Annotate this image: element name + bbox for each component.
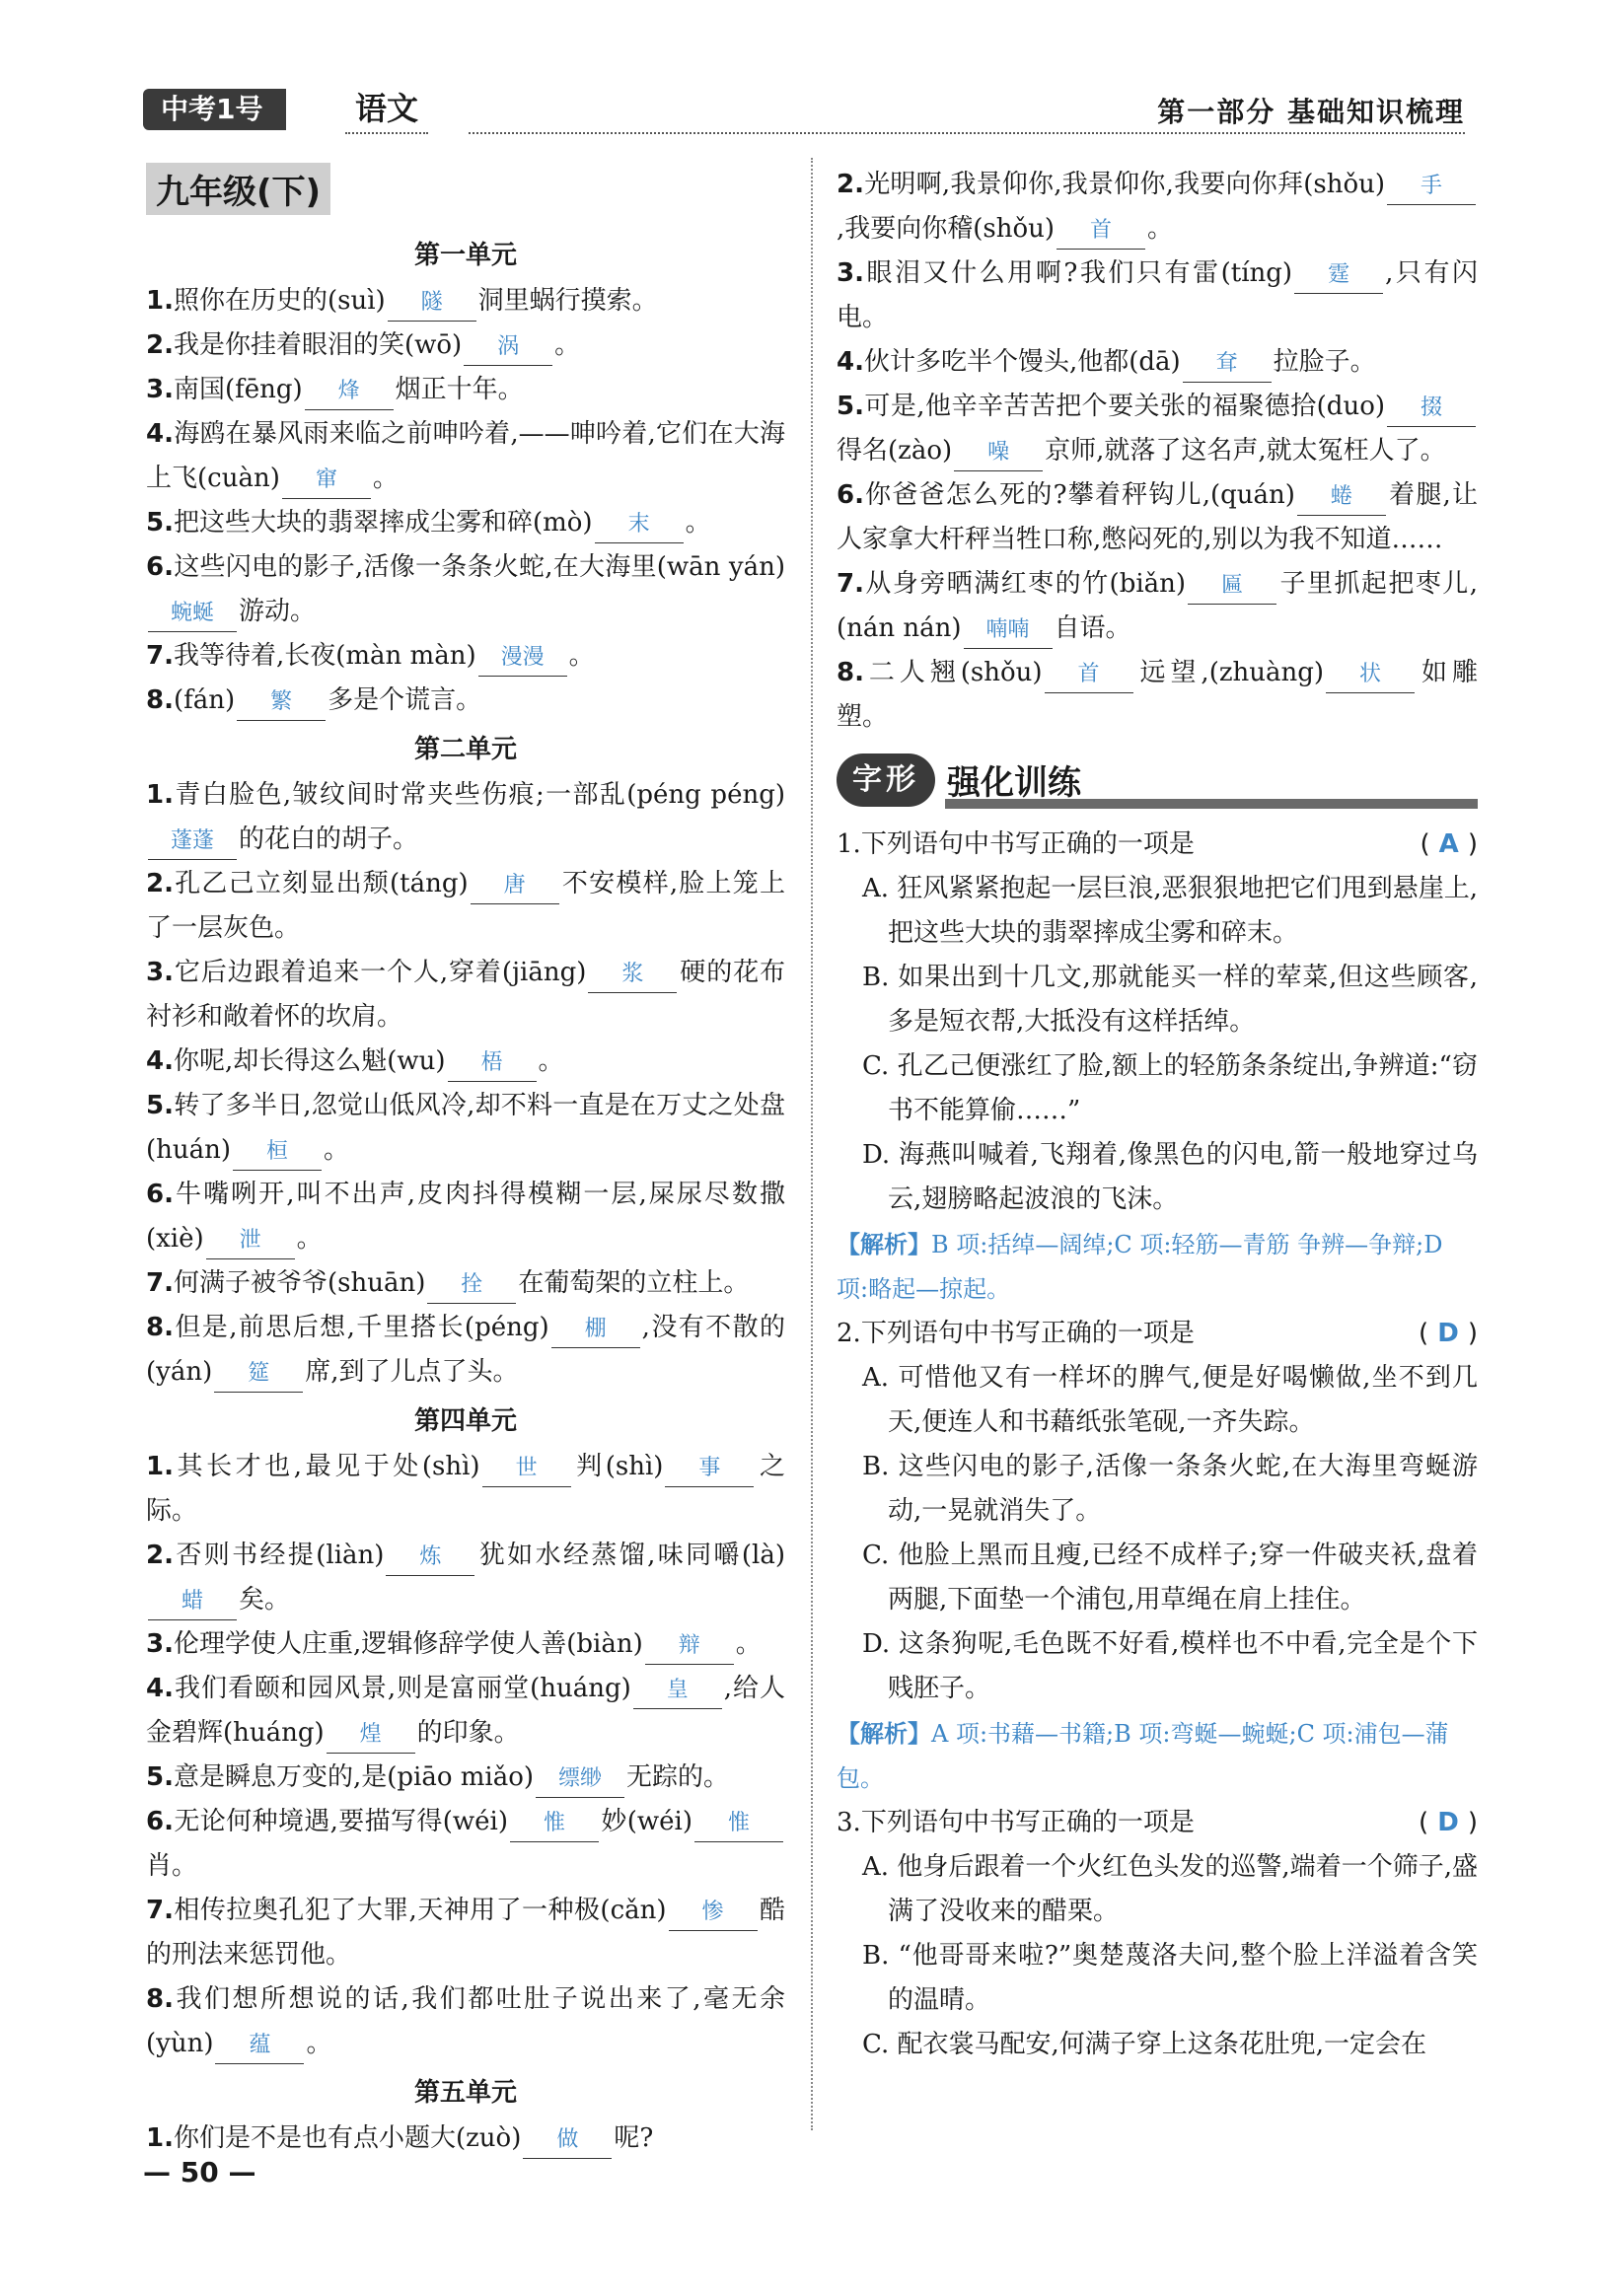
item-text: 何满子被爷爷(shuān) [173, 1268, 426, 1298]
item-text: 把这些大块的翡翠摔成尘雾和碎(mò) [173, 508, 593, 538]
question-stem [837, 823, 1478, 867]
unit-title: 第一单元 [413, 241, 517, 270]
item-text: 你呢,却长得这么魁(wu) [173, 1046, 446, 1076]
answer-blank: 辩 [645, 1628, 734, 1665]
answer-blank: 掇 [1387, 391, 1476, 427]
answer-blank: 煌 [327, 1717, 415, 1754]
answer-bracket-open: ( [1419, 1319, 1429, 1348]
item-text: 从身旁晒满红枣的竹(biǎn) [863, 569, 1187, 599]
item-text: 。 [685, 508, 711, 538]
answer-blank: 炼 [386, 1540, 474, 1576]
question-text: 下列语句中书写正确的一项是 [860, 1808, 1195, 1837]
answer-blank: 梧 [448, 1045, 537, 1082]
answer-blank: 噪 [954, 435, 1043, 471]
fill-in-item [146, 1040, 785, 1084]
fill-in-item [146, 1445, 785, 1534]
answer-blank: 首 [1057, 213, 1145, 250]
item-number: 5. [146, 1762, 174, 1792]
choice-option: B. 这些闪电的影子,活像一条条火蛇,在大海里弯蜒游动,一晃就消失了。 [862, 1452, 1478, 1526]
item-text: 多是个谎言。 [328, 685, 482, 715]
answer-blank: 蜿蜒 [148, 596, 237, 632]
item-number: 2. [146, 1541, 174, 1570]
item-text: 。 [735, 1629, 762, 1659]
fill-in-item [837, 163, 1478, 251]
item-text: 不安模样,脸上笼上了一层灰色。 [146, 869, 785, 943]
answer-blank: 棚 [551, 1312, 640, 1348]
fill-in-item [146, 1889, 785, 1977]
item-number: 8. [837, 658, 864, 687]
item-number: 6. [837, 480, 864, 510]
item-text: 。 [324, 1135, 350, 1165]
item-text: 之际。 [146, 1452, 785, 1526]
item-number: 2. [146, 330, 174, 360]
analysis-text: B 项:括绰—阔绰;C 项:轻筋—青筋 争辨—争辩;D 项:略起—掠起。 [837, 1231, 1443, 1303]
item-text: 南国(fēng) [173, 375, 303, 404]
units-container [146, 235, 785, 2161]
answer-bracket-close: ) [1467, 1808, 1478, 1837]
answer-bracket-open: ( [1420, 829, 1430, 859]
item-text: ,没有不散的(yán) [146, 1313, 785, 1387]
item-text: 硬的花布衬衫和敞着怀的坎肩。 [146, 958, 785, 1032]
answer-blank: 蕴 [215, 2028, 304, 2064]
fill-in-item [146, 501, 785, 545]
item-text: 得名(zào) [837, 436, 953, 466]
item-text: 二人翘(shǒu) [863, 658, 1043, 687]
item-text: 子里抓起把枣儿,(nán nán) [837, 569, 1479, 643]
item-number: 7. [146, 1896, 174, 1925]
item-text: 眼泪又什么用啊?我们只有雷(tíng) [863, 258, 1293, 288]
item-text: 伙计多吃半个馒头,他都(dā) [863, 347, 1181, 377]
item-number: 8. [146, 1984, 174, 2014]
fill-in-item [146, 412, 785, 501]
answer-blank: 手 [1387, 169, 1476, 205]
fill-in-item [146, 1173, 785, 1261]
answer-key [1420, 823, 1478, 867]
item-text: 否则书经提(liàn) [173, 1541, 385, 1570]
questions-container [837, 823, 1478, 2067]
item-number: 8. [146, 1313, 174, 1342]
item-text: 可是,他辛辛苦苦把个要关张的福聚德拾(duo) [863, 392, 1385, 421]
item-text: 判(shì) [572, 1452, 664, 1481]
answer-blank: 喃喃 [964, 612, 1053, 649]
answer-blank: 漫漫 [478, 640, 567, 677]
answer-blank: 事 [665, 1451, 754, 1487]
item-number: 8. [146, 685, 174, 715]
item-text: 远望,(zhuàng) [1134, 658, 1325, 687]
answer-letter: D [1428, 1319, 1468, 1348]
fill-in-item [146, 2117, 785, 2161]
analysis-note [837, 1222, 1478, 1312]
item-text: 自语。 [1054, 613, 1131, 643]
choice-option: B. “他哥哥来啦?”奥楚蔑洛夫问,整个脸上洋溢着含笑的温晴。 [862, 1941, 1478, 2015]
answer-bracket-close: ) [1467, 829, 1478, 859]
answer-blank: 蓬蓬 [148, 824, 237, 860]
fill-in-item [146, 634, 785, 679]
answer-blank: 惟 [510, 1806, 599, 1842]
item-number: 3. [146, 958, 174, 987]
answer-blank: 唐 [471, 868, 559, 904]
fill-in-item [146, 1800, 785, 1889]
item-text: 。 [554, 330, 581, 360]
fill-in-item [837, 251, 1478, 340]
item-number: 4. [146, 419, 174, 449]
answer-blank: 匾 [1188, 568, 1276, 605]
answer-blank: 状 [1326, 657, 1415, 693]
item-text: 我是你挂着眼泪的笑(wō) [173, 330, 463, 360]
item-text: 它后边跟着追来一个人,穿着(jiāng) [173, 958, 587, 987]
item-text: 的花白的胡子。 [239, 825, 419, 854]
question-number: 1. [837, 829, 861, 859]
answer-blank: 末 [595, 507, 684, 543]
item-number: 1. [146, 2123, 174, 2153]
fill-in-item [837, 562, 1478, 651]
answer-bracket-close: ) [1467, 1319, 1478, 1348]
item-text: 海鸥在暴风雨来临之前呻吟着,——呻吟着,它们在大海上飞(cuàn) [146, 419, 785, 493]
item-text: 。 [538, 1046, 564, 1076]
training-badge: 字形 [837, 753, 935, 807]
unit-title: 第二单元 [413, 735, 517, 764]
item-number: 1. [146, 780, 174, 810]
item-number: 3. [837, 258, 864, 288]
item-text: 拉脸子。 [1273, 347, 1376, 377]
item-number: 4. [146, 1674, 174, 1703]
fill-in-item [837, 385, 1478, 473]
answer-blank: 蜡 [148, 1584, 237, 1620]
item-text: 但是,前思后想,千里搭长(péng) [173, 1313, 549, 1342]
item-text: 你爸爸怎么死的?攀着秤钩儿,(quán) [863, 480, 1295, 510]
choice-option: D. 海燕叫喊着,飞翔着,像黑色的闪电,箭一般地穿过乌云,翅膀略起波浪的飞沫。 [862, 1140, 1478, 1214]
fill-in-item [146, 1306, 785, 1395]
question-stem [837, 1801, 1478, 1845]
fill-in-item [146, 1667, 785, 1756]
fill-in-item [837, 340, 1478, 385]
item-number: 2. [146, 869, 174, 898]
item-text: 矣。 [239, 1585, 291, 1614]
answer-blank: 霆 [1294, 257, 1383, 294]
fill-in-item [146, 1977, 785, 2066]
item-number: 5. [146, 1091, 174, 1120]
section-title: 第一部分 基础知识梳理 [1157, 96, 1465, 128]
item-text: 。 [568, 641, 595, 671]
column-divider [811, 158, 813, 2130]
item-text: 。 [306, 2029, 332, 2058]
item-text: ,我要向你稽(shǒu) [837, 214, 1056, 244]
item-text: 洞里蜗行摸索。 [477, 286, 658, 316]
item-number: 1. [146, 1452, 174, 1481]
training-title: 强化训练 [947, 763, 1081, 803]
item-text: 肖。 [146, 1851, 198, 1881]
choice-option: D. 这条狗呢,毛色既不好看,模样也不中看,完全是个下贱胚子。 [862, 1629, 1478, 1703]
item-text: 其长才也,最见于处(shì) [173, 1452, 480, 1481]
answer-blank: 惨 [669, 1895, 758, 1931]
answer-blank: 世 [482, 1451, 571, 1487]
item-text: 青白脸色,皱纹间时常夹些伤痕;一部乱(péng péng) [173, 780, 785, 810]
item-number: 3. [146, 375, 174, 404]
item-text: 烟正十年。 [395, 375, 524, 404]
right-column [837, 163, 1478, 2067]
analysis-note [837, 1711, 1478, 1801]
item-text: 牛嘴咧开,叫不出声,皮肉抖得模糊一层,屎尿尽数撒(xiè) [146, 1180, 785, 1254]
item-text: 我们想所想说的话,我们都吐肚子说出来了,毫无余(yùn) [146, 1984, 785, 2058]
item-text: (fán) [173, 685, 236, 715]
answer-letter: D [1428, 1808, 1468, 1837]
fill-in-item [146, 951, 785, 1040]
item-text: 游动。 [239, 597, 317, 626]
answer-key [1419, 1801, 1478, 1845]
fill-in-item [837, 473, 1478, 562]
answer-blank: 隧 [388, 285, 476, 322]
fill-in-item [146, 679, 785, 723]
item-text: ,只有闪电。 [837, 258, 1478, 332]
fill-in-item [146, 1534, 785, 1622]
item-text: 意是瞬息万变的,是(piāo miǎo) [173, 1762, 535, 1792]
question-text: 下列语句中书写正确的一项是 [860, 1319, 1195, 1348]
answer-blank: 蜷 [1297, 479, 1386, 516]
answer-blank: 首 [1045, 657, 1133, 693]
item-number: 5. [837, 392, 864, 421]
answer-blank: 缥缈 [536, 1761, 624, 1798]
item-text: 你们是不是也有点小题大(zuò) [173, 2123, 522, 2153]
item-number: 1. [146, 286, 174, 316]
header-rule [469, 132, 1465, 134]
page-number: — 50 — [143, 2156, 256, 2188]
choice-option: A. 狂风紧紧抱起一层巨浪,恶狠狠地把它们甩到悬崖上,把这些大块的翡翠摔成尘雾和碎末。 [862, 874, 1478, 948]
item-text: 伦理学使人庄重,逻辑修辞学使人善(biàn) [173, 1629, 643, 1659]
item-text: 我等待着,长夜(màn màn) [173, 641, 476, 671]
answer-blank: 繁 [237, 684, 326, 721]
item-text: 光明啊,我景仰你,我景仰你,我要向你拜(shǒu) [863, 170, 1385, 199]
analysis-tag: 【解析】 [837, 1719, 931, 1748]
unit-title: 第四单元 [413, 1406, 517, 1436]
fill-in-item [146, 279, 785, 323]
item-text: 席,到了儿点了头。 [305, 1357, 519, 1387]
item-number: 6. [146, 1807, 174, 1836]
answer-blank: 耷 [1183, 346, 1272, 383]
answer-blank: 做 [523, 2122, 612, 2159]
item-text: 酷的刑法来惩罚他。 [146, 1896, 785, 1970]
item-text: 着腿,让人家拿大杆秤当牲口称,憋闷死的,别以为我不知道…… [837, 480, 1478, 554]
fill-in-item [146, 862, 785, 951]
unit-title: 第五单元 [413, 2078, 517, 2108]
item-text: 。 [296, 1224, 323, 1254]
fill-in-item [837, 651, 1478, 740]
item-number: 6. [146, 552, 174, 582]
item-number: 3. [146, 1629, 174, 1659]
choice-option: B. 如果出到十几文,那就能买一样的荤菜,但这些顾客,多是短衣帮,大抵没有这样括绰。 [862, 963, 1478, 1037]
answer-blank: 泄 [206, 1223, 295, 1259]
item-text: 。 [372, 464, 399, 493]
item-number: 7. [146, 1268, 174, 1298]
answer-bracket-open: ( [1419, 1808, 1429, 1837]
answer-blank: 涡 [464, 329, 552, 366]
item-number: 4. [837, 347, 864, 377]
answer-blank: 惟 [694, 1806, 783, 1842]
fill-in-item [146, 1622, 785, 1667]
item-text: 如雕塑。 [837, 658, 1478, 732]
answer-blank: 桓 [233, 1134, 322, 1171]
question-number: 3. [837, 1808, 861, 1837]
answer-blank: 烽 [305, 374, 394, 410]
question-number: 2. [837, 1319, 861, 1348]
choice-option: C. 配衣裳马配安,何满子穿上这条花肚兜,一定会在 [862, 2030, 1427, 2059]
answer-key [1419, 1312, 1478, 1356]
item-text: 呢? [614, 2123, 654, 2153]
fill-in-item [146, 545, 785, 634]
answer-blank: 浆 [588, 957, 677, 993]
brand-logo: 中考1号 [143, 89, 286, 130]
choice-option: A. 可惜他又有一样坏的脾气,便是好喝懒做,坐不到几天,便连人和书藉纸张笔砚,一齐失踪。 [862, 1363, 1478, 1437]
item-text: 京师,就落了这名声,就太冤枉人了。 [1045, 436, 1446, 466]
item-text: 。 [1147, 214, 1174, 244]
item-number: 5. [146, 508, 174, 538]
training-banner [837, 748, 1478, 817]
answer-blank: 窜 [282, 463, 371, 499]
item-text: 无踪的。 [626, 1762, 730, 1792]
item-text: 相传拉奥孔犯了大罪,天神用了一种极(cǎn) [173, 1896, 667, 1925]
choice-option: C. 他脸上黑而且瘦,已经不成样子;穿一件破夹袄,盘着两腿,下面垫一个浦包,用草绳在肩上挂住。 [862, 1541, 1478, 1614]
choice-option: C. 孔乙己便涨红了脸,额上的轻筋条条绽出,争辨道:“窃书不能算偷……” [862, 1051, 1478, 1125]
question-stem [837, 1312, 1478, 1356]
item-text: 无论何种境遇,要描写得(wéi) [173, 1807, 508, 1836]
item-text: 妙(wéi) [601, 1807, 692, 1836]
fill-in-item [146, 1261, 785, 1306]
answer-blank: 筵 [214, 1356, 303, 1393]
item-text: 我们看颐和园风景,则是富丽堂(huáng) [173, 1674, 631, 1703]
item-text: ,给人金碧辉(huáng) [146, 1674, 785, 1748]
subject-label: 语文 [345, 85, 428, 134]
fill-in-item [146, 773, 785, 862]
analysis-tag: 【解析】 [837, 1230, 931, 1258]
item-text: 在葡萄架的立柱上。 [518, 1268, 750, 1298]
answer-blank: 皇 [633, 1673, 722, 1709]
item-text: 这些闪电的影子,活像一条条火蛇,在大海里(wān yán) [173, 552, 785, 582]
fill-in-item [146, 323, 785, 368]
page-header [143, 81, 1465, 140]
item-text: 孔乙己立刻显出颓(táng) [173, 869, 469, 898]
answer-blank: 拴 [427, 1267, 516, 1304]
fill-in-item [146, 1756, 785, 1800]
answer-letter: A [1429, 829, 1468, 859]
grade-title: 九年级(下) [146, 163, 330, 215]
item-text: 转了多半日,忽觉山低风冷,却不料一直是在万丈之处盘(huán) [146, 1091, 785, 1165]
item-text: 的印象。 [416, 1718, 520, 1748]
item-number: 2. [837, 170, 864, 199]
question-text: 下列语句中书写正确的一项是 [860, 829, 1195, 859]
item-text: 照你在历史的(suì) [173, 286, 386, 316]
fill-in-item [146, 1084, 785, 1173]
item-number: 4. [146, 1046, 174, 1076]
choice-option: A. 他身后跟着一个火红色头发的巡警,端着一个筛子,盛满了没收来的醋栗。 [862, 1852, 1478, 1926]
item-number: 6. [146, 1180, 174, 1209]
item-number: 7. [837, 569, 864, 599]
analysis-text: A 项:书藉—书籍;B 项:弯蜒—蜿蜒;C 项:浦包—蒲包。 [837, 1720, 1449, 1792]
right-items-container [837, 163, 1478, 740]
left-column [146, 163, 785, 2161]
item-text: 犹如水经蒸馏,味同嚼(là) [476, 1541, 785, 1570]
item-number: 7. [146, 641, 174, 671]
fill-in-item [146, 368, 785, 412]
